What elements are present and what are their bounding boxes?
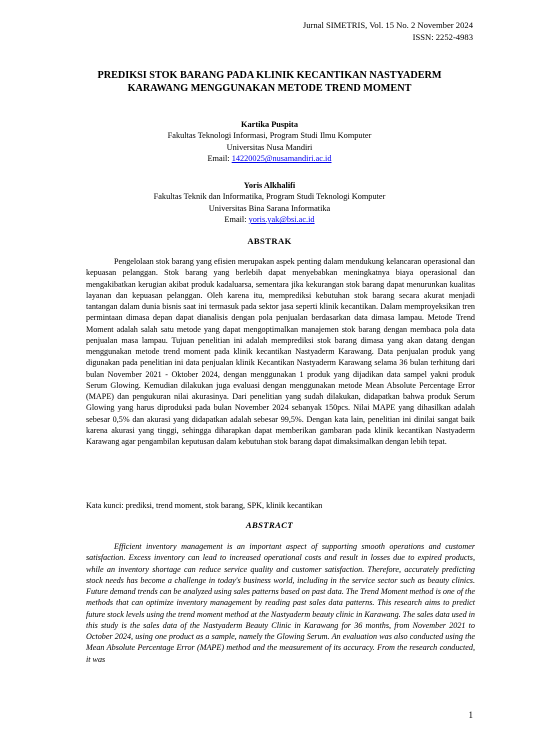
abstract-body: Efficient inventory management is an important aspect of supporting smooth operations and customer satisfaction. Excess inventory can lead to increased operational costs and result in losses due to expired products, while an inventory shortage can reduce service quality and customer satisfaction. Therefore, accurately predicting stock needs has become a challenge in today's business world, including in the service sector such as beauty clinics. Future demand trends can be analyzed using sales patterns based on past data. The Trend Moment method is one of the methods that can optimize inventory management by reading past sales data patterns. This research aims to predict future stock levels using the trend moment method at the Nastyaderm beauty clinic in Karawang. The sales data used in this study is the sales data of the Nastyaderm Beauty Clinic in Karawang for 36 months, from November 2021 to October 2024, using one product as a sample, namely the Glowing Serum. An evaluation was also conducted using the Mean Absolute Percentage Error (MAPE) method and the measurement of its accuracy. From the research conducted, it was xyxy=(86,542,475,664)
journal-name: Jurnal SIMETRIS, Vol. 15 No. 2 November 2024 xyxy=(302,20,473,30)
page-number: 1 xyxy=(468,710,473,720)
paper-title: PREDIKSI STOK BARANG PADA KLINIK KECANTIKAN NASTYADERM KARAWANG MENGGUNAKAN METODE TREND MOMENT xyxy=(97,70,442,94)
email-label: Email: xyxy=(207,154,230,164)
author-institution: Universitas Nusa Mandiri xyxy=(226,142,313,152)
author-institution: Universitas Bina Sarana Informatika xyxy=(208,203,331,213)
issn: ISSN: 2252-4983 xyxy=(412,31,473,42)
keywords-label: Kata kunci: xyxy=(86,501,124,510)
author-name: Kartika Puspita xyxy=(241,120,298,129)
abstrak-body: Pengelolaan stok barang yang efisien merupakan aspek penting dalam mendukung kelancaran operasional dan kepuasan pelanggan. Stok barang yang berlebih dapat menyebabkan meningkatnya biaya operasional dan mengakibatkan kerugian akibat produk kadaluarsa, sementara jika kekurangan stok barang dapat menurunkan kualitas layanan dan kepuasan pelanggan. Oleh karena itu, memprediksi kebutuhan stok barang secara akurat menjadi tantangan dalam dunia bisnis saat ini termasuk pada sektor jasa seperti klinik kecantikan. Dalam memproyeksikan tren permintaan dimasa depan dapat dianalisis dengan pola penjualan berdasarkan data dimasa lampau. Metode Trend Moment adalah salah satu metode yang dapat mengoptimalkan manajemen stok barang dengan membaca pola data penjualan masa lampau. Tujuan penelitian ini adalah memprediksi stok barang dimasa yang akan datang dengan menggunakan metode trend moment pada klinik kecantikan Nastyaderm Karawang. Data penjualan produk yang digunakan pada penelitian ini data penjualan klinik Kecantikan Nastyaderm Karawang selama 36 bulan terhitung dari bulan November 2021 - Oktober 2024, dengan menggunakan 1 produk yang dijadikan data sampel yakni produk Serum Glowing. Kemudian dilakukan juga evaluasi dengan menggunakan metode Mean Absolute Percentage Error (MAPE) dan pengukuran nilai akurasinya. Dari penelitian yang sudah dilakukan, didapatkan bahwa produk Serum Glowing yang harus diproduksi pada bulan November 2024 sebanyak 150pcs. Nilai MAPE yang dihasilkan adalah sebesar 0,5% dan akurasi yang didapatkan adalah sebesar 99,5%. Dengan kata lain, penelitian ini dinilai sangat baik karena akurasi yang tinggi, sehingga diharapkan dapat memberikan gambaran pada klinik kecantikan Nastyaderm Karawang agar pengambilan keputusan dalam kebutuhan stok barang dapat dimaksimalkan dengan lebih tepat. xyxy=(86,257,475,446)
email-label: Email: xyxy=(224,215,247,225)
author-email-line xyxy=(70,153,469,164)
author-affiliation: Fakultas Teknologi Informasi, Program Studi Ilmu Komputer xyxy=(167,131,372,141)
author-1 xyxy=(70,119,469,165)
keywords xyxy=(86,500,475,511)
author-email-line xyxy=(70,214,469,225)
author-email-link[interactable]: yoris.yak@bsi.ac.id xyxy=(248,215,315,225)
abstract-heading: ABSTRACT xyxy=(245,520,294,530)
keywords-text: prediksi, trend moment, stok barang, SPK, klinik kecantikan xyxy=(125,501,323,510)
abstrak-heading: ABSTRAK xyxy=(247,236,292,246)
author-affiliation: Fakultas Teknik dan Informatika, Program Studi Teknologi Komputer xyxy=(153,192,386,202)
author-name: Yoris Alkhalifi xyxy=(243,181,296,190)
journal-header xyxy=(303,20,473,43)
author-email-link[interactable]: 14220025@nusamandiri.ac.id xyxy=(231,154,332,164)
author-2 xyxy=(70,180,469,226)
